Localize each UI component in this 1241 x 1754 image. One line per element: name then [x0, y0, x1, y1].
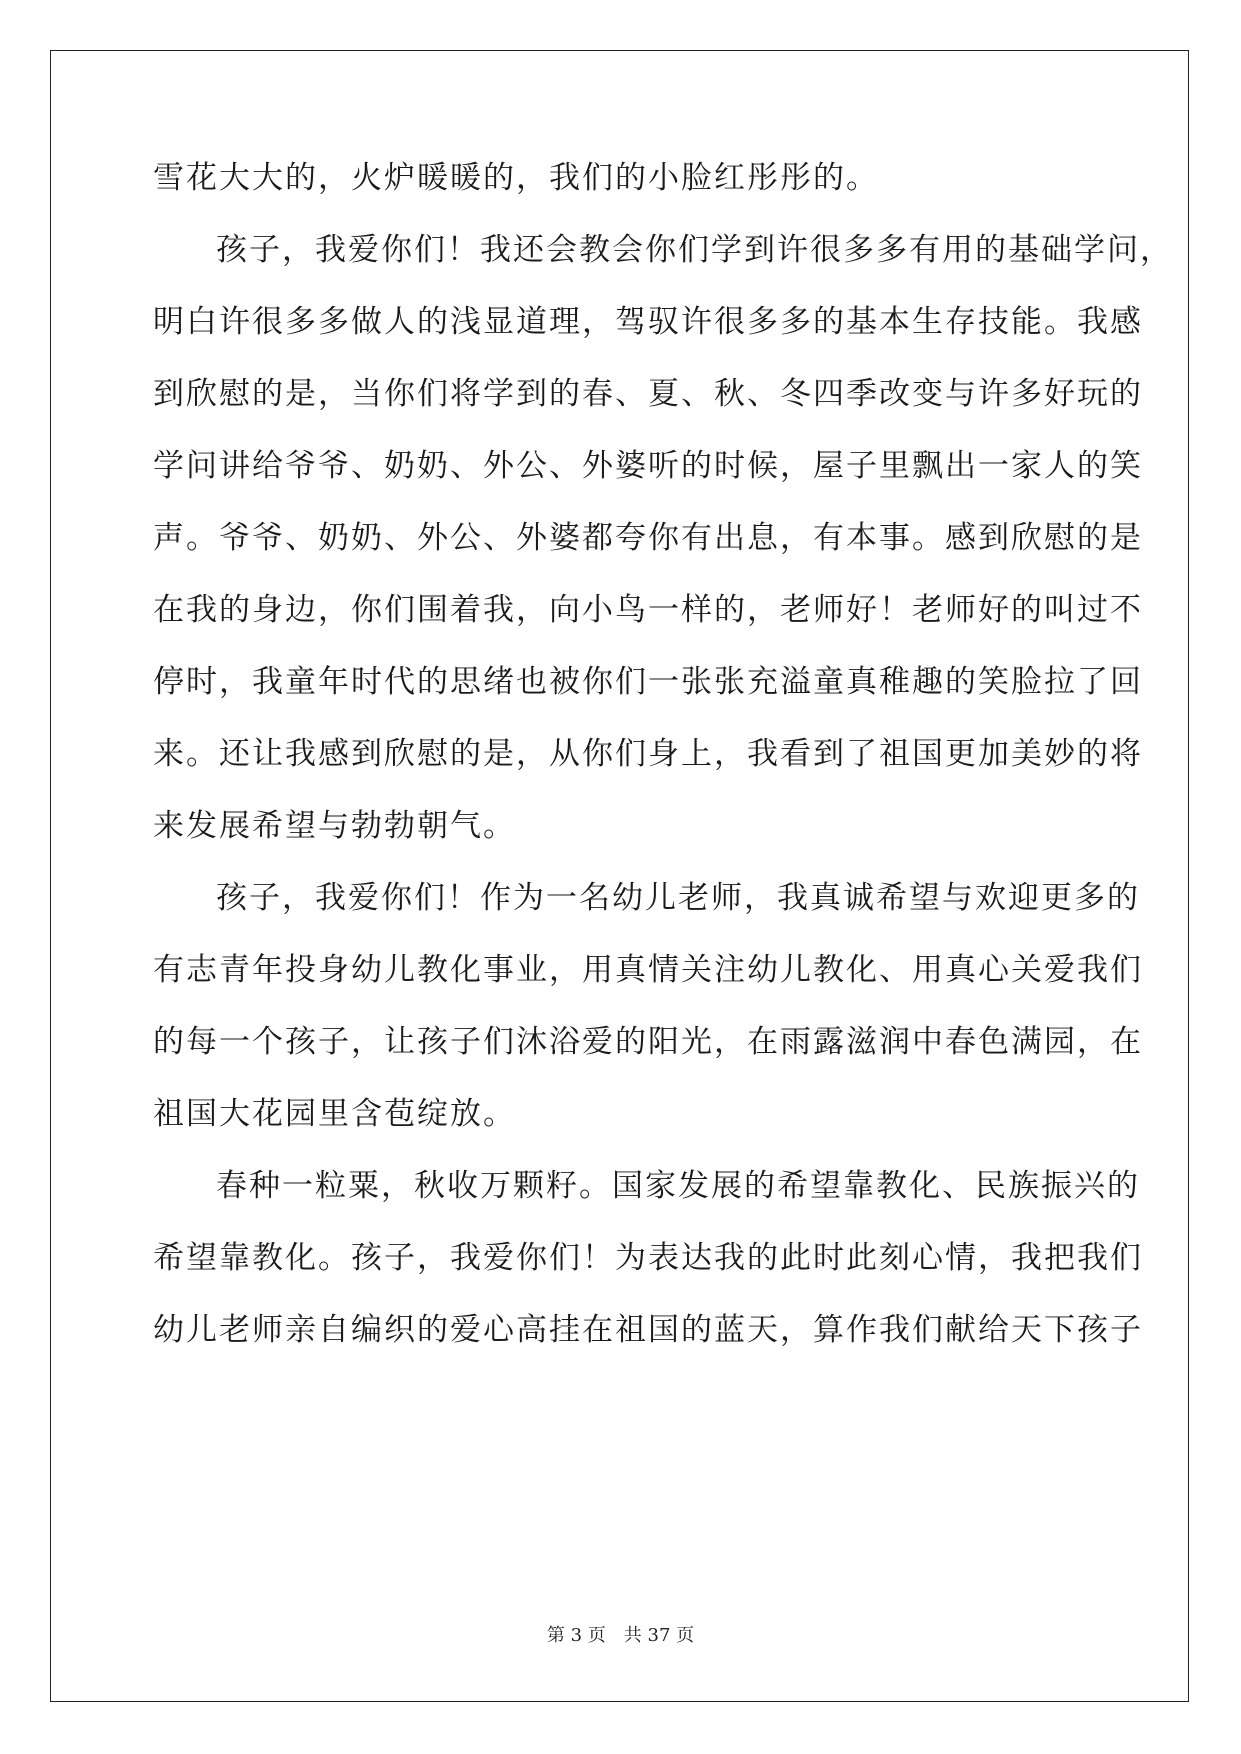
- page-total: 共 37 页: [623, 1625, 695, 1646]
- body-line: 的每一个孩子，让孩子们沐浴爱的阳光，在雨露滋润中春色满园，在: [153, 1024, 1143, 1060]
- body-line: 祖国大花园里含苞绽放。: [153, 1096, 516, 1132]
- body-line: 在我的身边，你们围着我，向小鸟一样的，老师好！老师好的叫过不: [153, 592, 1143, 628]
- body-line: 到欣慰的是，当你们将学到的春、夏、秋、冬四季改变与许多好玩的: [153, 376, 1143, 412]
- body-line: 学问讲给爷爷、奶奶、外公、外婆听的时候，屋子里飘出一家人的笑: [153, 448, 1143, 484]
- body-line: 声。爷爷、奶奶、外公、外婆都夸你有出息，有本事。感到欣慰的是: [153, 520, 1143, 556]
- page-footer: [0, 1624, 1241, 1648]
- page-border: [50, 50, 1189, 1702]
- body-line: 明白许很多多做人的浅显道理，驾驭许很多多的基本生存技能。我感: [153, 304, 1143, 340]
- page-number: 第 3 页: [546, 1625, 606, 1646]
- body-line: 有志青年投身幼儿教化事业，用真情关注幼儿教化、用真心关爱我们: [153, 952, 1143, 988]
- body-line: 幼儿老师亲自编织的爱心高挂在祖国的蓝天，算作我们献给天下孩子: [153, 1312, 1143, 1348]
- paragraph-first-line: 孩子，我爱你们！作为一名幼儿老师，我真诚希望与欢迎更多的: [216, 880, 1140, 916]
- body-line: 希望靠教化。孩子，我爱你们！为表达我的此时此刻心情，我把我们: [153, 1240, 1143, 1276]
- body-line: 雪花大大的，火炉暖暖的，我们的小脸红彤彤的。: [153, 160, 879, 196]
- body-line: 来发展希望与勃勃朝气。: [153, 808, 516, 844]
- body-line: 来。还让我感到欣慰的是，从你们身上，我看到了祖国更加美妙的将: [153, 736, 1143, 772]
- body-line: 停时，我童年时代的思绪也被你们一张张充溢童真稚趣的笑脸拉了回: [153, 664, 1143, 700]
- paragraph-first-line: 春种一粒粟，秋收万颗籽。国家发展的希望靠教化、民族振兴的: [216, 1168, 1140, 1204]
- paragraph-first-line: 孩子，我爱你们！我还会教会你们学到许很多多有用的基础学问，: [216, 232, 1173, 268]
